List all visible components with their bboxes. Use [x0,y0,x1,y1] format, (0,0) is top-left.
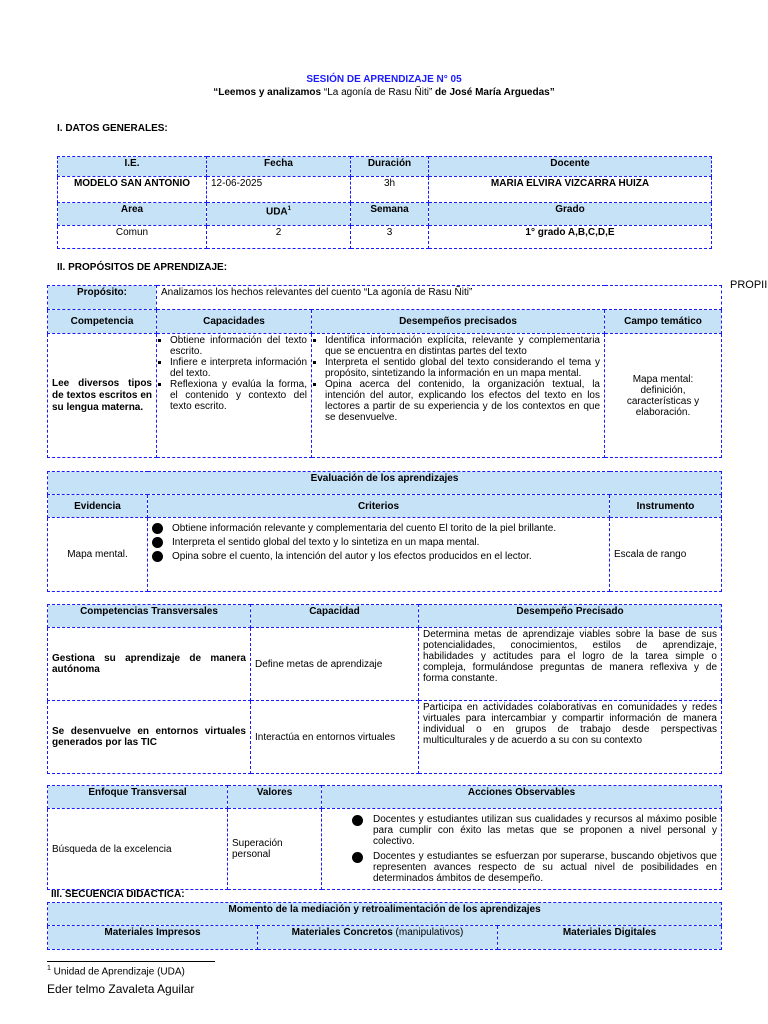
competencia-value: Lee diversos tipos de textos escritos en su lengua materna. [48,334,157,458]
uda-value: 2 [207,226,351,249]
header-campo-tematico: Campo temático [605,310,722,334]
acciones-cell [322,809,722,890]
section-datos-generales: I. DATOS GENERALES: [57,123,168,134]
header-semana: Semana [351,203,429,226]
fecha-value: 12-06-2025 [207,177,351,203]
header-instrumento: Instrumento [610,495,722,518]
header-acciones-observables: Acciones Observables [322,786,722,809]
purpose-table [47,285,722,458]
area-value: Comun [58,226,207,249]
header-valores: Valores [228,786,322,809]
header-desempenos: Desempeños precisados [312,310,605,334]
bullet-icon [152,523,163,534]
grado-value: 1° grado A,B,C,D,E [429,226,712,249]
campo-tematico-value: Mapa mental: definición, características y elaboración. [605,334,722,458]
header-fecha: Fecha [207,157,351,177]
section-secuencia: III. SECUENCIA DIDACTICA: [51,889,185,900]
header-docente: Docente [429,157,712,177]
subtitle-pre: “Leemos y analizamos [213,87,324,98]
footnote-text: Unidad de Aprendizaje (UDA) [50,966,185,978]
header-ie: I.E. [58,157,207,177]
valores-value: Superación personal [228,809,322,890]
header-capacidades: Capacidades [157,310,312,334]
materiales-concretos [258,926,498,950]
capacidad-transversal: Define metas de aprendizaje [251,628,419,701]
capacidad-item: ▪ Reflexiona y evalúa la forma, el contenido y contexto del texto escrito. [170,379,307,412]
sequence-table [47,902,722,950]
competencia-transversal: Gestiona su aprendizaje de manera autónoma [48,628,251,701]
footnote-number: 1 [47,965,51,972]
semana-value: 3 [351,226,429,249]
capacidad-item: ▪ Obtiene información del texto escrito. [170,335,307,357]
criterios-cell [148,518,610,592]
side-text: PROPII [730,279,768,291]
footnote [47,965,185,977]
accion-item: Docentes y estudiantes utilizan sus cualidades y recursos al máximo posible para cumplir con éxito las metas que se proponen a nivel personal y colectivo. [326,814,717,847]
materiales-concretos-note: (manipulativos) [392,927,464,938]
capacidad-transversal: Interactúa en entornos virtuales [251,701,419,774]
capacidad-item: ▪ Infiere e interpreta información del texto. [170,357,307,379]
criterio-item: Interpreta el sentido global del texto y lo sintetiza en un mapa mental. [152,537,605,548]
header-competencia: Competencia [48,310,157,334]
footnote-divider [47,961,215,962]
header-competencias-transversales: Competencias Transversales [48,605,251,628]
header-evidencia: Evidencia [48,495,148,518]
desempeno-transversal: Participa en actividades colaborativas en comunidades y redes virtuales para intercambiar y compartir información de manera individual o en grupos de trabajo desde perspectivas multiculturales y de acuerdo a su con su contexto [419,701,722,774]
docente-value: MARIA ELVIRA VIZCARRA HUIZA [429,177,712,203]
duracion-value: 3h [351,177,429,203]
enfoque-value: Búsqueda de la excelencia [48,809,228,890]
criterio-item: Obtiene información relevante y complementaria del cuento El torito de la piel brillante. [152,523,605,534]
header-enfoque-transversal: Enfoque Transversal [48,786,228,809]
materiales-impresos: Materiales Impresos [48,926,258,950]
bullet-icon [352,815,363,826]
desempeno-item: ▪ Opina acerca del contenido, la organización textual, la intención del autor, explicando los efectos del texto en los lectores a partir de su experiencia y de los contextos en que se desenvuelve. [325,379,600,423]
purpose-label: Propósito: [48,286,157,310]
evaluation-table [47,471,722,592]
instrumento-value: Escala de rango [610,518,722,592]
materiales-concretos-label: Materiales Concretos [291,927,393,938]
header-desempeno-precisado: Desempeño Precisado [419,605,722,628]
criterio-item: Opina sobre el cuento, la intención del autor y los efectos producidos en el lector. [152,551,605,562]
subtitle-post: de José María Arguedas” [435,87,555,98]
evaluation-title: Evaluación de los aprendizajes [48,472,722,495]
ie-value: MODELO SAN ANTONIO [58,177,207,203]
header-criterios: Criterios [148,495,610,518]
purpose-text: Analizamos los hechos relevantes del cuento “La agonía de Rasu Ñiti” [157,286,722,310]
desempeno-item: ▪ Interpreta el sentido global del texto considerando el tema y propósito, sintetizando la información en un mapa mental. [325,357,600,379]
materiales-digitales: Materiales Digitales [498,926,722,950]
bullet-icon [152,551,163,562]
enfoque-table [47,785,722,890]
author-name: Eder telmo Zavaleta Aguilar [47,982,195,996]
sequence-title: Momento de la mediación y retroalimentación de los aprendizajes [48,903,722,926]
desempenos-cell [312,334,605,458]
subtitle-story: “La agonía de Rasu Ñiti” [323,87,436,98]
section-propositos: II. PROPÓSITOS DE APRENDIZAJE: [57,262,228,273]
session-title: SESIÓN DE APRENDIZAJE N° 05 [306,74,462,85]
transversal-table [47,604,722,774]
header-uda [207,203,351,226]
bullet-icon [352,852,363,863]
competencia-transversal: Se desenvuelve en entornos virtuales generados por las TIC [48,701,251,774]
header-uda-label: UDA [265,206,288,218]
header-area: Area [58,203,207,226]
header-grado: Grado [429,203,712,226]
desempeno-item: ▪ Identifica información explícita, relevante y complementaria que se encuentra en distintas partes del texto [325,335,600,357]
footnote-ref: 1 [287,206,291,212]
capacidades-cell [157,334,312,458]
header-capacidad: Capacidad [251,605,419,628]
desempeno-transversal: Determina metas de aprendizaje viables sobre la base de sus potencialidades, conocimientos, estilos de aprendizaje, habilidades y actitudes para el logro de la tarea simple o compleja, formulándose preguntas de manera reflexiva y de forma constante. [419,628,722,701]
session-subtitle [0,87,768,98]
accion-item: Docentes y estudiantes se esfuerzan por superarse, buscando objetivos que representen avances respecto de su actual nivel de posibilidades en determinados ámbitos de desempeño. [326,851,717,884]
general-data-table [57,156,712,249]
bullet-icon [152,537,163,548]
evidencia-value: Mapa mental. [48,518,148,592]
header-duracion: Duración [351,157,429,177]
